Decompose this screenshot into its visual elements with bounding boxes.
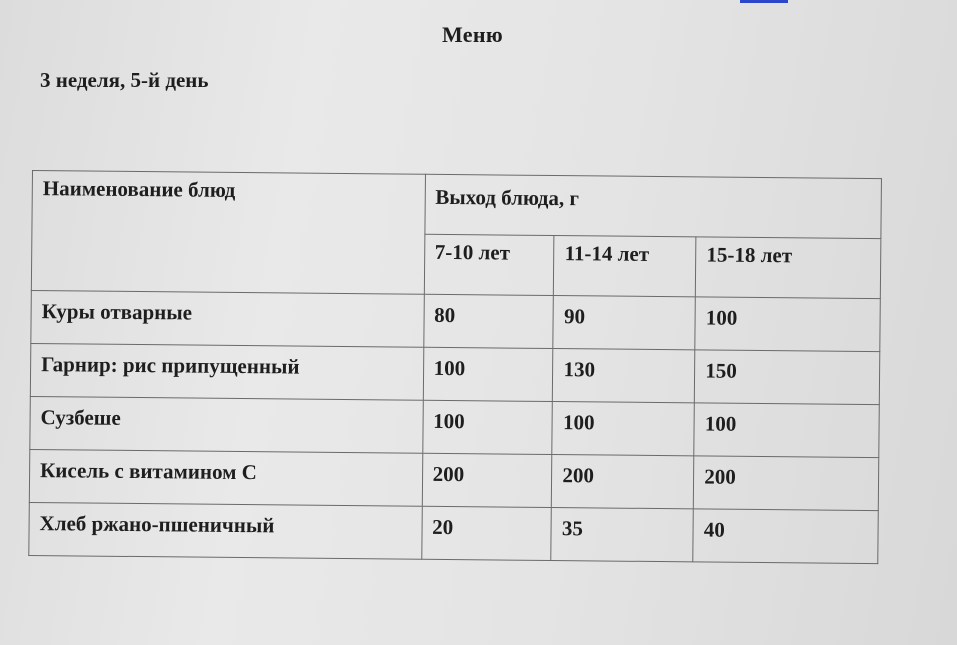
table-row	[30, 396, 879, 457]
yield-11-14: 100	[552, 402, 694, 456]
blue-ink-mark	[740, 0, 788, 3]
age-group-15-18: 15-18 лет	[696, 237, 881, 299]
yield-7-10: 200	[422, 453, 552, 507]
header-dish-yield: Выход блюда, г	[424, 174, 881, 238]
table-row	[30, 343, 879, 404]
dish-name: Хлеб ржано-пшеничный	[29, 502, 422, 559]
yield-11-14: 200	[552, 455, 694, 509]
yield-15-18: 100	[695, 297, 880, 352]
table-header-row	[32, 171, 882, 239]
yield-7-10: 20	[421, 506, 551, 560]
week-day-subtitle: 3 неделя, 5-й день	[40, 68, 209, 92]
yield-11-14: 35	[551, 508, 693, 562]
dish-name: Куры отварные	[31, 290, 424, 347]
yield-7-10: 100	[423, 347, 553, 401]
age-group-7-10: 7-10 лет	[424, 234, 554, 295]
page-title: Меню	[442, 22, 503, 47]
yield-15-18: 40	[693, 509, 878, 564]
yield-11-14: 90	[553, 296, 695, 350]
dish-name: Сузбеше	[30, 396, 423, 453]
dish-name: Кисель с витамином С	[29, 449, 422, 506]
yield-15-18: 100	[694, 403, 879, 458]
table-row	[29, 502, 878, 563]
header-dish-name: Наименование блюд	[31, 171, 425, 295]
menu-table	[28, 170, 882, 564]
table-row	[31, 290, 880, 351]
yield-15-18: 200	[694, 456, 879, 511]
yield-7-10: 80	[423, 294, 553, 348]
yield-15-18: 150	[695, 350, 880, 405]
yield-11-14: 130	[553, 349, 695, 403]
yield-7-10: 100	[422, 400, 552, 454]
age-group-11-14: 11-14 лет	[554, 236, 696, 297]
dish-name: Гарнир: рис припущенный	[30, 343, 423, 400]
table-row	[29, 449, 878, 510]
